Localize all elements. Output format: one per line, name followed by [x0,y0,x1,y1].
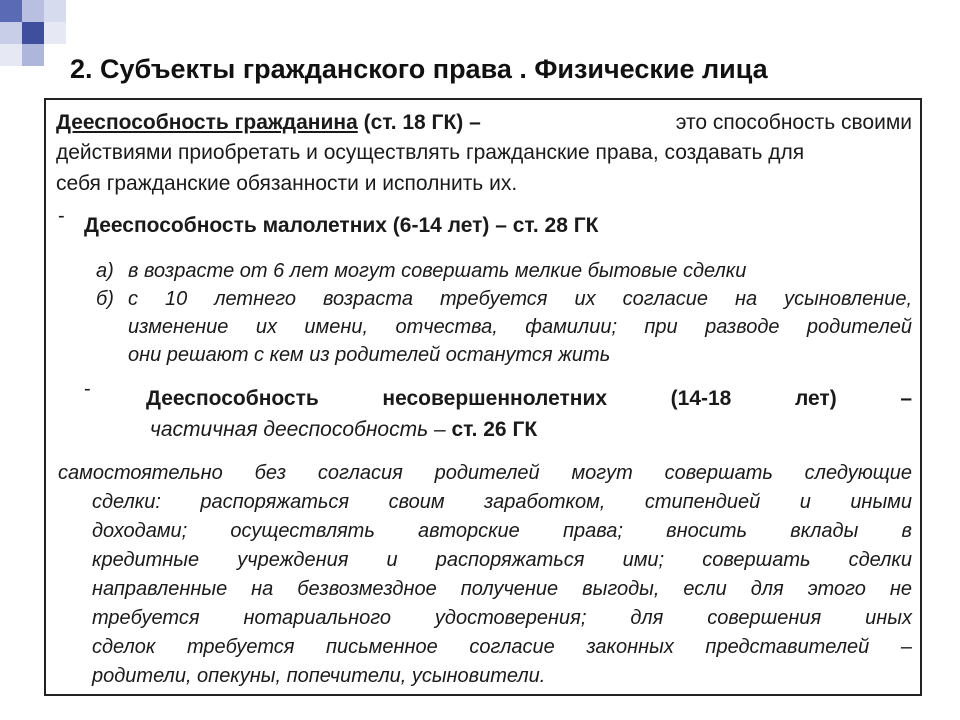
minors-item-b-marker: б) [96,288,114,310]
minors-item-a-line: в возрасте от 6 лет могут совершать мелкие бытовые сделки [128,260,747,282]
minors-item-b-line-1: с 10 летнего возраста требуется их согласие на усыновление, [128,288,912,310]
teens-body-line-6: требуется нотариального удостоверения; для совершения иных [92,607,912,629]
teens-body-line-5: направленные на безвозмездное получение выгоды, если для этого не [92,578,912,600]
teens-body-line-4: кредитные учреждения и распоряжаться ими; совершать сделки [92,549,912,571]
teens-heading-line-2 [150,418,537,442]
teens-body-line-7: сделок требуется письменное согласие законных представителей – [92,636,912,658]
teens-body-line-3: доходами; осуществлять авторские права; вносить вклады в [92,520,912,542]
intro-rest: это способность своими [675,111,912,134]
teens-heading-ref: ст. 26 ГК [445,418,538,441]
page-title: 2. Субъекты гражданского права . Физические лица [70,54,768,84]
minors-heading: Дееспособность малолетних (6-14 лет) – ст. 28 ГК [84,214,599,237]
minors-item-b-line-2: изменение их имени, отчества, фамилии; при разводе родителей [128,316,912,338]
intro-line-2: действиями приобретать и осуществлять гражданские права, создавать для [56,141,805,164]
intro-ref: (ст. 18 ГК) – [357,111,481,134]
intro-line-1 [56,111,912,135]
intro-term: Дееспособность гражданина [56,111,358,134]
minors-bullet: - [58,205,65,227]
teens-heading-italic: частичная дееспособность – [150,418,446,441]
intro-line-3: себя гражданские обязанности и исполнить их. [56,172,518,195]
teens-body-line-8: родители, опекуны, попечители, усыновители. [92,665,546,687]
teens-heading-line-1: Дееспособность несовершеннолетних (14-18 лет) – [146,387,912,410]
minors-item-b-line-3: они решают с кем из родителей останутся жить [128,344,611,366]
teens-body-line-2: сделки: распоряжаться своим заработком, стипендией и иными [92,491,912,513]
minors-item-a-marker: а) [96,260,114,282]
teens-body-line-1: самостоятельно без согласия родителей могут совершать следующие [58,462,912,484]
teens-bullet: - [84,378,91,400]
